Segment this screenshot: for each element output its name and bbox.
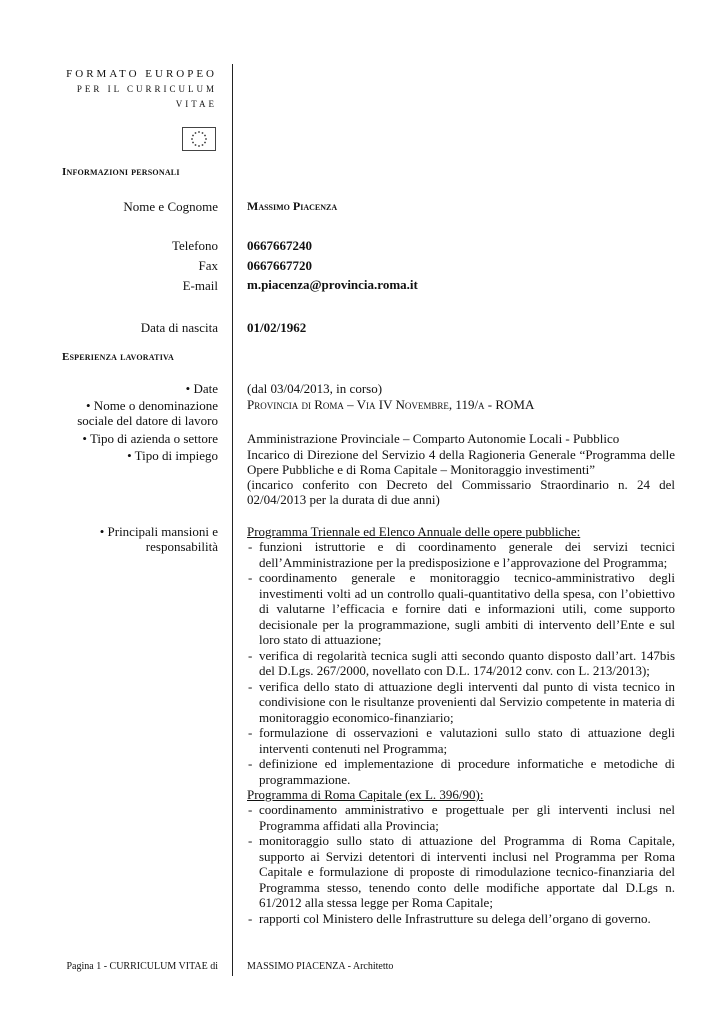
section-personal-info: Informazioni personali: [62, 166, 180, 178]
sector-value: Amministrazione Provinciale – Comparto Autonomie Locali - Pubblico: [247, 431, 620, 446]
list-item: - funzioni istruttorie e di coordinamento generale dei servizi tecnici dell’Amministrazione per la predisposizione e l’approvazione del Programma;: [247, 539, 675, 570]
section-work-experience: Esperienza lavorativa: [62, 351, 174, 363]
program2-list: [247, 802, 675, 926]
list-item: - monitoraggio sullo stato di attuazione del Programma di Roma Capitale, supporto ai Servizi detentori di interventi inclusi nel Programma per Roma Capitale e formulazione di proposte di rimodulazione tecnico-finanziaria del Programma stesso, tenendo conto delle modifiche apportate dal D.Lgs n. 61/2012 alla stessa legge per Roma Capitale;: [247, 833, 675, 911]
list-item: - coordinamento generale e monitoraggio tecnico-amministrativo degli investimenti volti ad un controllo quali-quantitativo della spesa, con l’obiettivo di valutarne l’efficacia e fornire dati e informazioni utili, come supporto decisionale per la programmazione, sugli ambiti di intervento dell’Ente e sul loro stato di attuazione;: [247, 570, 675, 648]
phone-value: 0667667240: [247, 238, 312, 253]
title-line-2: PER IL CURRICULUM: [76, 84, 217, 94]
program1-title: Programma Triennale ed Elenco Annuale delle opere pubbliche:: [247, 524, 581, 539]
list-item: - formulazione di osservazioni e valutazioni sullo stato di attuazione degli interventi contenuti nel Programma;: [247, 725, 675, 756]
list-item: - verifica di regolarità tecnica sugli atti secondo quanto disposto dall’art. 147bis del D.Lgs. 267/2000, novellato con D.L. 174/2012 conv. con L. 213/2013);: [247, 648, 675, 679]
employer-label: • Nome o denominazione sociale del datore di lavoro: [77, 398, 218, 428]
email-label: E-mail: [182, 278, 218, 293]
work-date-label: • Date: [185, 381, 218, 396]
list-item: - definizione ed implementazione di procedure informatiche e metodiche di programmazione.: [247, 756, 675, 787]
phone-label: Telefono: [171, 238, 218, 253]
list-item: - rapporti col Ministero delle Infrastrutture su delega dell’organo di governo.: [247, 911, 675, 927]
duties-label: • Principali mansioni e responsabilità: [99, 524, 218, 554]
footer-page-label: Pagina 1 - CURRICULUM VITAE di: [66, 961, 218, 972]
fax-value: 0667667720: [247, 258, 312, 273]
document-title: [60, 67, 217, 112]
title-line-1: FORMATO EUROPEO: [66, 68, 217, 80]
job-type-value: [247, 447, 675, 507]
birth-date-label: Data di nascita: [140, 320, 218, 335]
eu-stars-icon: [183, 128, 215, 150]
name-value: Massimo Piacenza: [247, 199, 338, 213]
sector-label: • Tipo di azienda o settore: [82, 431, 218, 446]
title-line-3: VITAE: [175, 99, 217, 109]
name-label: Nome e Cognome: [123, 199, 218, 214]
fax-label: Fax: [198, 258, 218, 273]
birth-date-value: 01/02/1962: [247, 320, 307, 335]
duties-content: [247, 524, 675, 926]
work-date-value: (dal 03/04/2013, in corso): [247, 381, 383, 396]
job-type-description: Incarico di Direzione del Servizio 4 della Ragioneria Generale “Programma delle Opere Pubbliche e di Roma Capitale – Monitoraggio investimenti”: [247, 447, 675, 477]
email-value: m.piacenza@provincia.roma.it: [247, 277, 418, 292]
footer-author: MASSIMO PIACENZA - Architetto: [247, 961, 394, 972]
job-type-label: • Tipo di impiego: [127, 448, 218, 463]
job-type-decree: (incarico conferito con Decreto del Commissario Straordinario n. 24 del 02/04/2013 per la durata di due anni): [247, 477, 675, 507]
column-divider: [232, 64, 233, 976]
program2-title: Programma di Roma Capitale (ex L. 396/90):: [247, 787, 484, 802]
list-item: - verifica dello stato di attuazione degli interventi dal punto di vista tecnico in condivisione con le risultanze provenienti dal Servizio competente in materia di monitoraggio economico-finanziario;: [247, 679, 675, 726]
program1-list: [247, 539, 675, 787]
eu-flag-logo: [182, 127, 216, 151]
list-item: - coordinamento amministrativo e progettuale per gli interventi inclusi nel Programma affidati alla Provincia;: [247, 802, 675, 833]
employer-value: Provincia di Roma – Via IV Novembre, 119/a - ROMA: [247, 397, 535, 412]
